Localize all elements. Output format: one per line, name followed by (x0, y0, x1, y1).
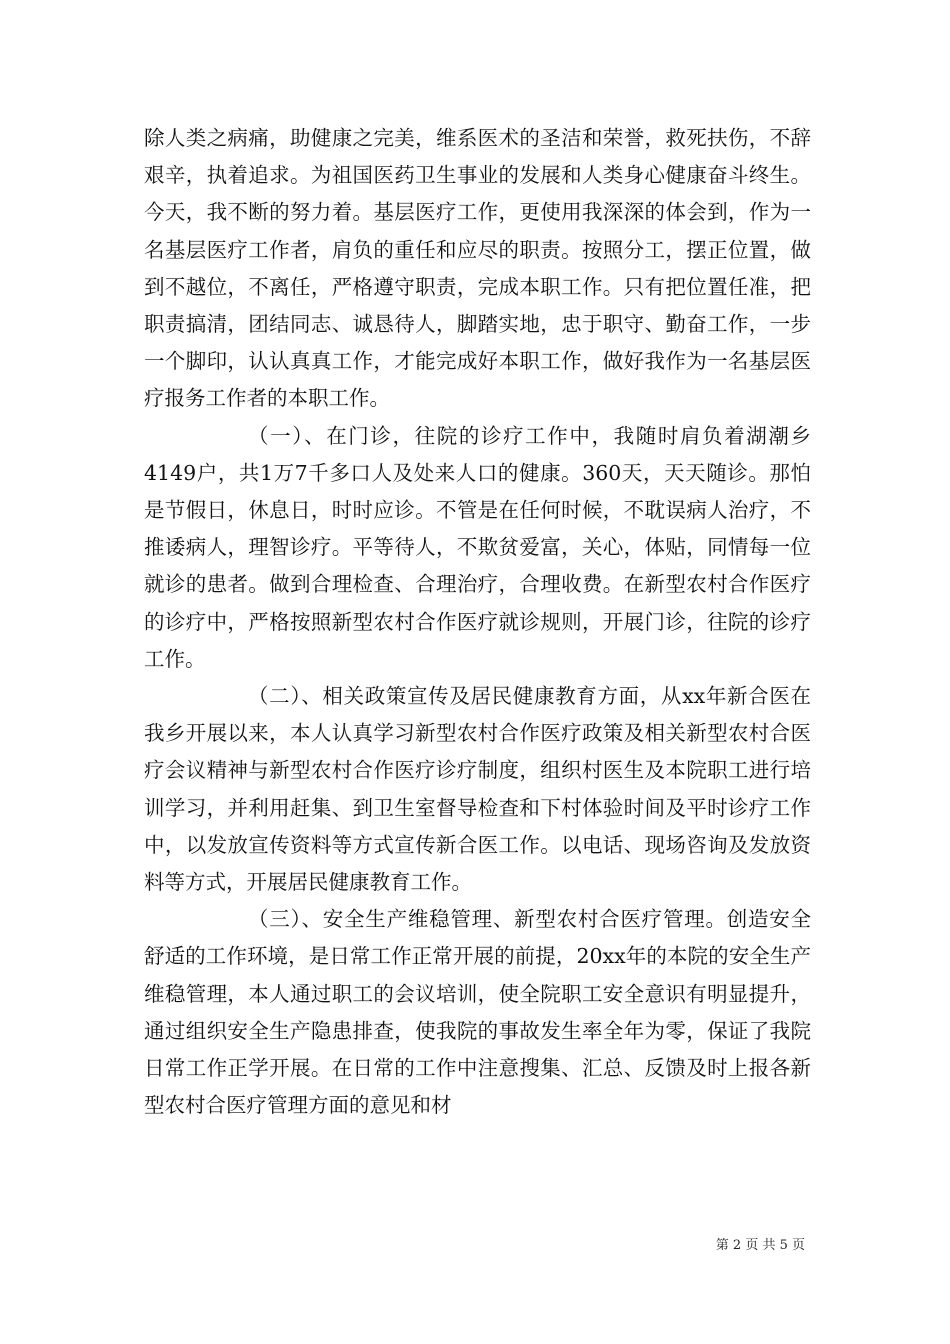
paragraph-section-2: （二）、相关政策宣传及居民健康教育方面，从xx年新合医在我乡开展以来，本人认真学习新型农村合作医疗政策及相关新型农村合医疗会议精神与新型农村合作医疗诊疗制度，组织村医生及本院职工进行培训学习，并利用赶集、到卫生室督导检查和下村体验时间及平时诊疗工作中，以发放宣传资料等方式宣传新合医工作。以电话、现场咨询及发放资料等方式，开展居民健康教育工作。 (144, 684, 811, 895)
paragraph-intro: 除人类之病痛，助健康之完美，维系医术的圣洁和荣誉，救死扶伤，不辞艰辛，执着追求。为祖国医药卫生事业的发展和人类身心健康奋斗终生。今天，我不断的努力着。基层医疗工作，更使用我深深的体会到，作为一名基层医疗工作者，肩负的重任和应尽的职责。按照分工，摆正位置，做到不越位，不离任，严格遵守职责，完成本职工作。只有把位置任准，把职责搞清，团结同志、诚恳待人，脚踏实地，忠于职守、勤奋工作，一步一个脚印，认认真真工作，才能完成好本职工作，做好我作为一名基层医疗报务工作者的本职工作。 (144, 126, 811, 411)
document-body (144, 120, 811, 1124)
paragraph-section-3: （三）、安全生产维稳管理、新型农村合医疗管理。创造安全舒适的工作环境，是日常工作正常开展的前提，20xx年的本院的安全生产维稳管理，本人通过职工的会议培训，使全院职工安全意识有明显提升，通过组织安全生产隐患排查，使我院的事故发生率全年为零，保证了我院日常工作正学开展。在日常的工作中注意搜集、汇总、反馈及时上报各新型农村合医疗管理方面的意见和材 (144, 907, 811, 1118)
page-number-footer: 第 2 页 共 5 页 (715, 1238, 805, 1253)
paragraph-section-1: （一）、在门诊，往院的诊疗工作中，我随时肩负着湖潮乡4149户，共1万7千多口人及处来人口的健康。360天，天天随诊。那怕是节假日，休息日，时时应诊。不管是在任何时候，不耽误病人治疗，不推诿病人，理智诊疗。平等待人，不欺贫爱富，关心，体贴，同情每一位就诊的患者。做到合理检查、合理治疗，合理收费。在新型农村合作医疗的诊疗中，严格按照新型农村合作医疗就诊规则，开展门诊，往院的诊疗工作。 (144, 423, 811, 671)
